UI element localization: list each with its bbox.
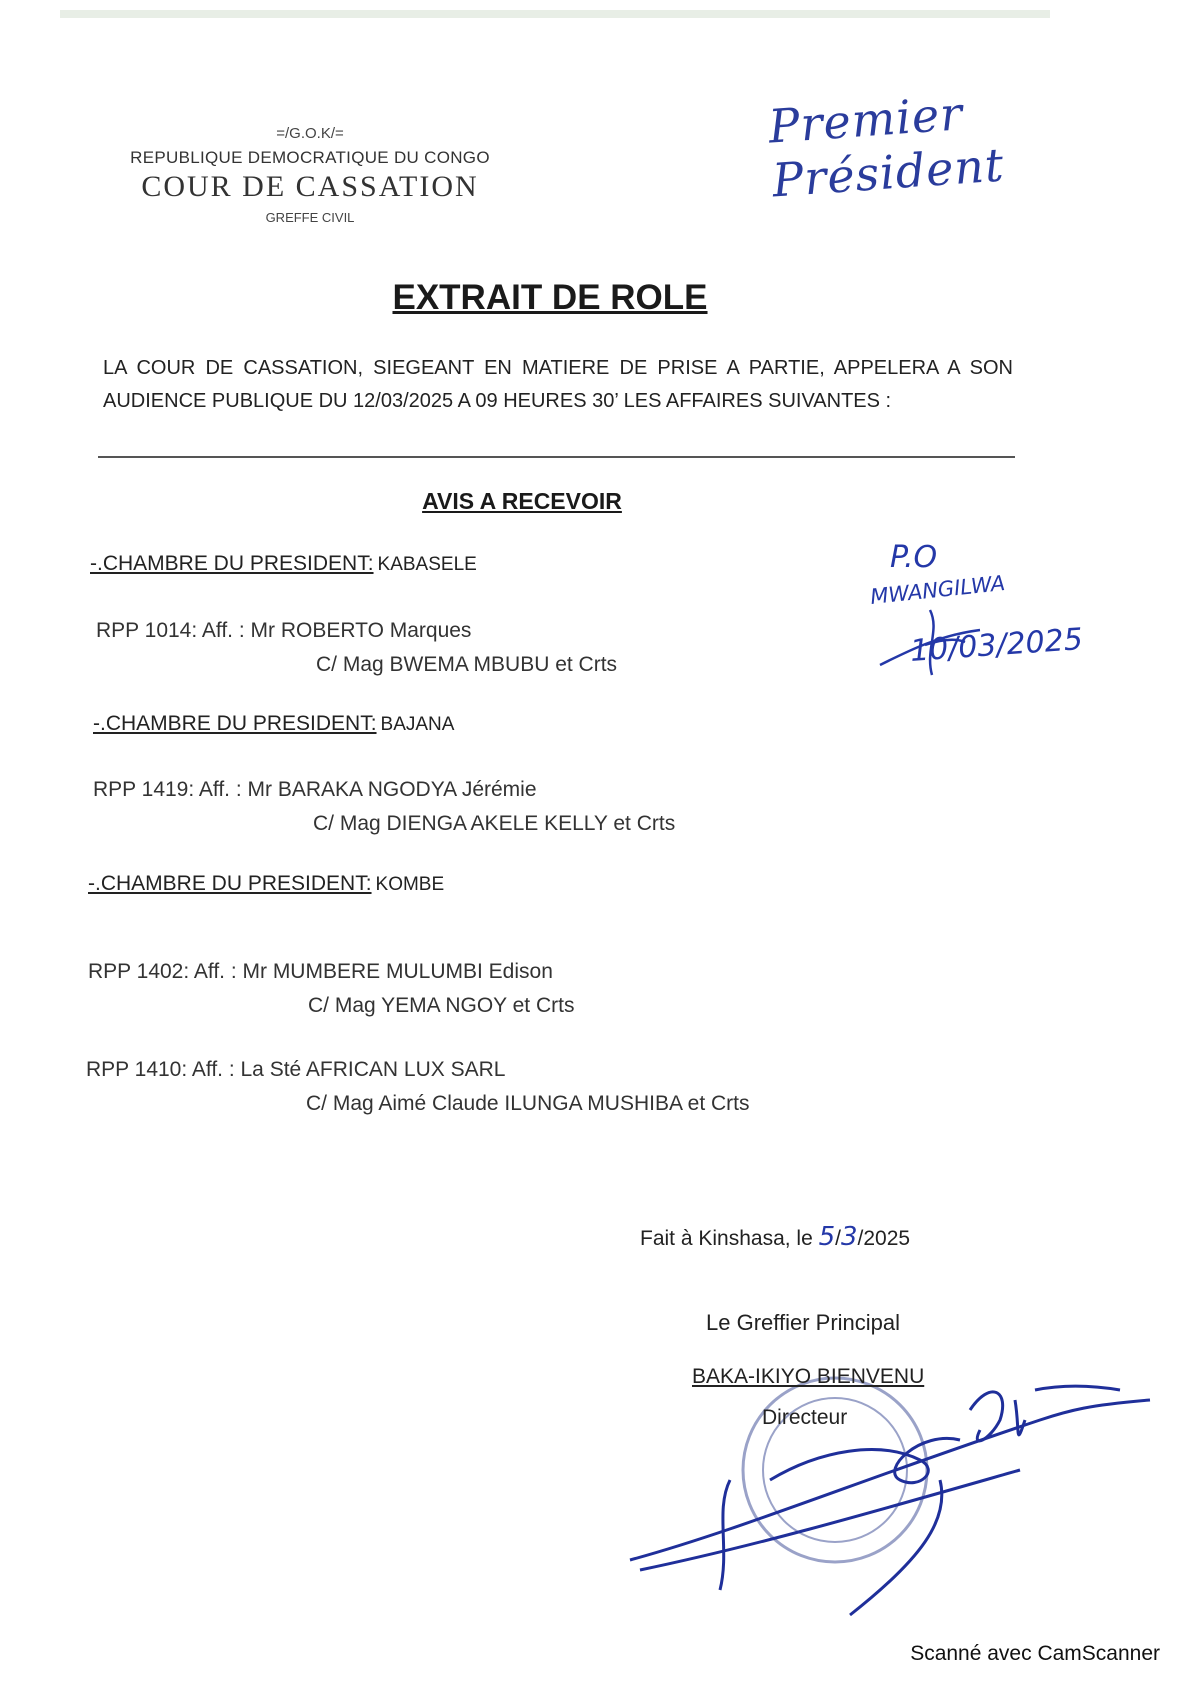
- chamber-president: BAJANA: [380, 714, 455, 735]
- chamber-heading: [93, 712, 454, 736]
- case-defendant: C/ Mag DIENGA AKELE KELLY et Crts: [313, 812, 676, 835]
- receipt-po: P.O: [890, 540, 938, 575]
- case-line: RPP 1410: Aff. : La Sté AFRICAN LUX SARL: [86, 1058, 506, 1081]
- case-defendant: C/ Mag YEMA NGOY et Crts: [308, 994, 575, 1017]
- section-title: AVIS A RECEVOIR: [422, 488, 622, 514]
- case-defendant: C/ Mag Aimé Claude ILUNGA MUSHIBA et Crts: [306, 1092, 750, 1115]
- scan-edge: [60, 10, 1050, 18]
- chamber-heading: [90, 552, 477, 576]
- case-entry: [96, 614, 617, 682]
- case-entry: [86, 1053, 749, 1121]
- divider: [98, 456, 1015, 458]
- receipt-note: [870, 540, 1090, 690]
- scanner-footer: Scanné avec CamScanner: [910, 1642, 1160, 1665]
- chamber-president: KOMBE: [375, 874, 445, 895]
- intro-paragraph: LA COUR DE CASSATION, SIEGEANT EN MATIERE DE PRISE A PARTIE, APPELERA A SON AUDIENCE PUBLIQUE DU 12/03/2025 A 09 HEURES 30’ LES AFFAIRES SUIVANTES :: [103, 357, 1013, 412]
- date-sep: /: [835, 1227, 841, 1250]
- date-day: 5: [818, 1222, 836, 1252]
- republic-name: REPUBLIQUE DEMOCRATIQUE DU CONGO: [130, 148, 490, 167]
- case-entry: [93, 773, 675, 841]
- signatory-title: Directeur: [762, 1406, 848, 1429]
- place-date: [640, 1222, 910, 1252]
- date-month: 3: [840, 1222, 858, 1252]
- receipt-initials-icon: [870, 590, 1070, 680]
- document-title: EXTRAIT DE ROLE: [392, 278, 708, 317]
- receipt-date: 10/03/2025: [908, 622, 1084, 669]
- case-entry: [88, 955, 574, 1023]
- chamber-president: KABASELE: [377, 554, 477, 575]
- chamber-label: -.CHAMBRE DU PRESIDENT:: [88, 872, 372, 895]
- chamber-label: -.CHAMBRE DU PRESIDENT:: [93, 712, 377, 735]
- case-line: RPP 1402: Aff. : Mr MUMBERE MULUMBI Edison: [88, 960, 553, 983]
- date-year: /2025: [857, 1227, 911, 1250]
- registry-name: GREFFE CIVIL: [265, 210, 355, 225]
- signatory-role: Le Greffier Principal: [706, 1310, 901, 1335]
- place-prefix: Fait à Kinshasa, le: [640, 1227, 819, 1250]
- case-defendant: C/ Mag BWEMA MBUBU et Crts: [316, 653, 618, 676]
- signatory-name: BAKA-IKIYO BIENVENU: [692, 1365, 925, 1388]
- court-name: COUR DE CASSATION: [141, 170, 479, 203]
- gok-mark: =/G.O.K/=: [276, 125, 344, 142]
- letterhead: [100, 125, 520, 225]
- case-line: RPP 1014: Aff. : Mr ROBERTO Marques: [96, 619, 472, 642]
- handwritten-note: Premier Président: [766, 86, 1006, 208]
- signature-icon: [620, 1360, 1160, 1620]
- chamber-label: -.CHAMBRE DU PRESIDENT:: [90, 552, 374, 575]
- receipt-name: MWANGILWA: [869, 570, 1007, 610]
- case-line: RPP 1419: Aff. : Mr BARAKA NGODYA Jérémie: [93, 778, 537, 801]
- chamber-heading: [88, 872, 444, 896]
